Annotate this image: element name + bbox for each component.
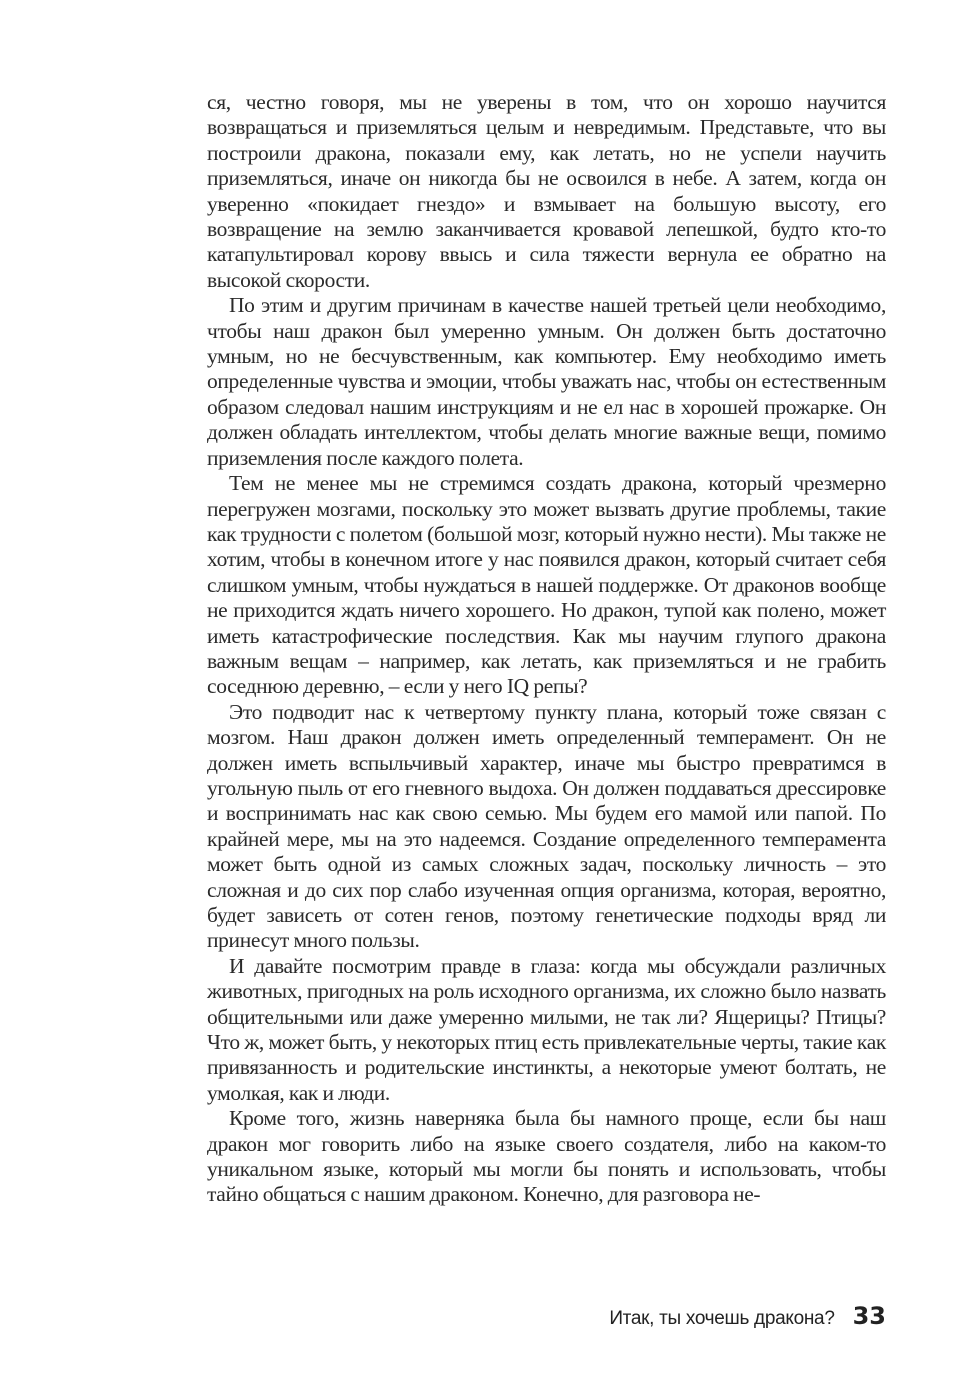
paragraph-2: По этим и другим причинам в качестве нашей третьей цели необходимо, чтобы наш дракон был умеренно умным. Он должен быть достаточно умным, но не бесчувственным, как компьютер. Ему необходимо иметь определенные чувства и эмоции, чтобы уважать нас, чтобы он естественным образом следовал нашим инструкциям и не ел нас в хорошей прожарке. Он должен обладать интеллектом, чтобы делать многие важные вещи, помимо приземления после каждого полета. — [207, 293, 886, 470]
paragraph-6: Кроме того, жизнь наверняка была бы намного проще, если бы наш дракон мог говорить либо на языке своего создателя, либо на каком-то уникальном языке, который мы могли бы понять и использовать, чтобы тайно общаться с нашим драконом. Конечно, для разговора не- — [207, 1106, 886, 1207]
paragraph-5: И давайте посмотрим правде в глаза: когда мы обсуждали различных животных, пригодных на роль исходного организма, их сложно было назвать общительными или даже умеренно милыми, не так ли? Ящерицы? Птицы? Что ж, может быть, у некоторых птиц есть привлекательные черты, такие как привязанность и родительские инстинкты, а некоторые умеют болтать, не умолкая, как и люди. — [207, 953, 886, 1105]
page-footer — [0, 1302, 886, 1330]
page-number: 33 — [852, 1302, 886, 1330]
paragraph-4: Это подводит нас к четвертому пункту плана, который тоже связан с мозгом. Наш дракон должен иметь определенный темперамент. Он не должен иметь вспыльчивый характер, иначе мы быстро превратимся в угольную пыль от его гневного выдоха. Он должен поддаваться дрессировке и воспринимать нас как свою семью. Мы будем его мамой или папой. По крайней мере, мы на это надеемся. Создание определенного темперамента может быть одной из самых сложных задач, поскольку личность – это сложная и до сих пор слабо изученная опция организма, которая, вероятно, будет зависеть от сотен генов, поэтому генетические подходы вряд ли принесут много пользы. — [207, 699, 886, 953]
running-title: Итак, ты хочешь дракона? — [609, 1308, 835, 1329]
paragraph-1: ся, честно говоря, мы не уверены в том, что он хорошо научится возвращаться и приземляться целым и невредимым. Представьте, что вы построили дракона, показали ему, как летать, но не успели научить приземляться, иначе он никогда бы не освоился в небе. А затем, когда он уверенно «покидает гнездо» и взмывает на большую высоту, его возвращение на землю заканчивается кровавой лепешкой, будто кто-то катапультировал корову ввысь и сила тяжести вернула ее обратно на высокой скорости. — [207, 90, 886, 292]
paragraph-3: Тем не менее мы не стремимся создать дракона, который чрезмерно перегружен мозгами, поскольку это может вызвать другие проблемы, такие как трудности с полетом (большой мозг, который нужно нести). Мы также не хотим, чтобы в конечном итоге у нас появился дракон, который считает себя слишком умным, чтобы нуждаться в нашей поддержке. От драконов вообще не приходится ждать ничего хорошего. Но дракон, тупой как полено, может иметь катастрофические последствия. Как мы научим глупого дракона важным вещам – например, как летать, как приземляться и не грабить соседнюю деревню, – если у него IQ репы? — [207, 471, 886, 699]
page-body — [207, 90, 886, 1208]
